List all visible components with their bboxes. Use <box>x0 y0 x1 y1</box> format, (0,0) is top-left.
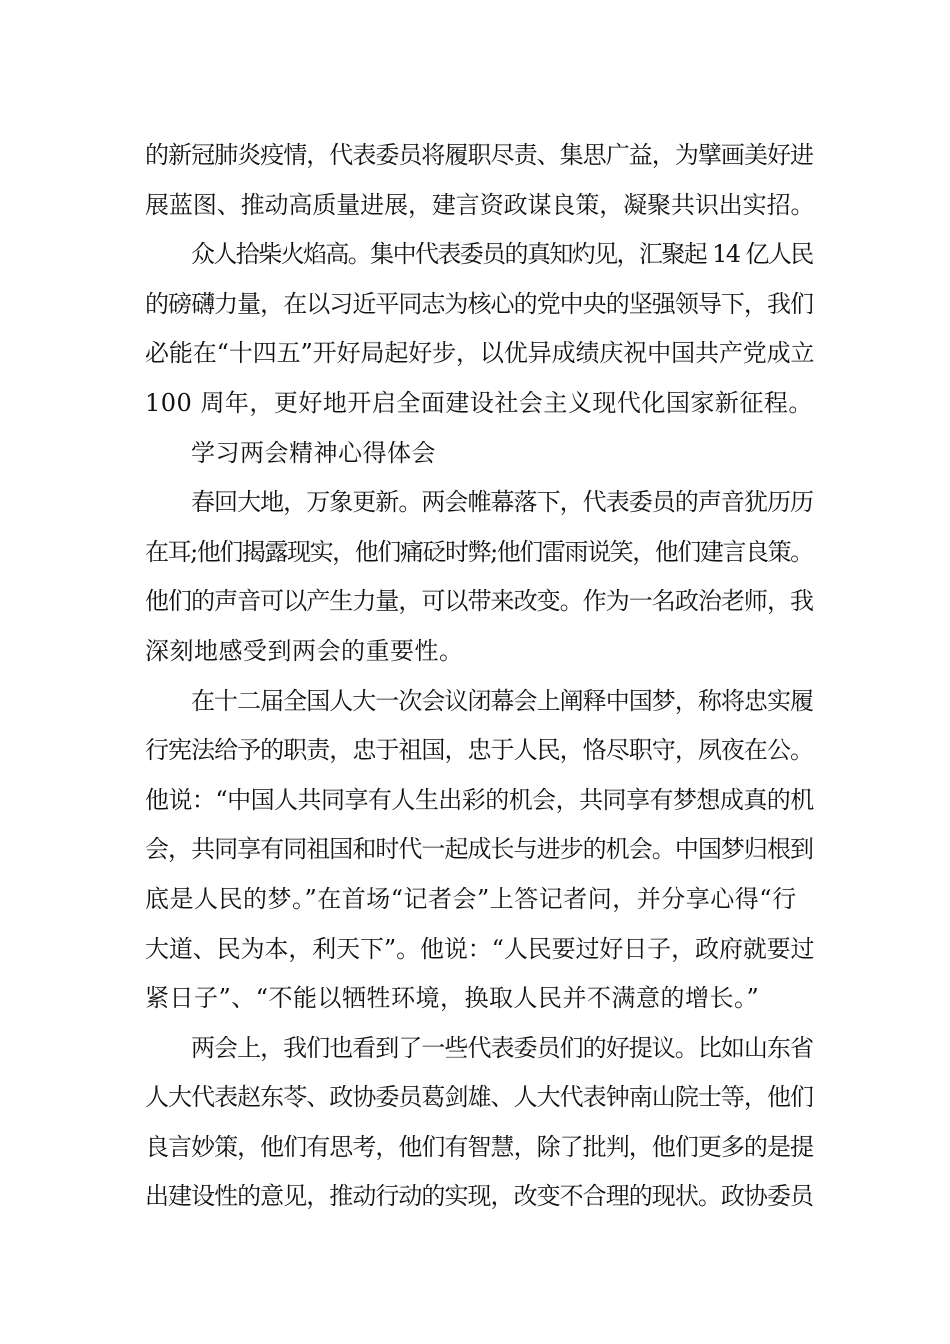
text-line: 会，共同享有同祖国和时代一起成长与进步的机会。中国梦归根到 <box>145 835 814 864</box>
text-line: 两会上，我们也看到了一些代表委员们的好提议。比如山东省 <box>191 1033 814 1062</box>
text-line: 他说：“中国人共同享有人生出彩的机会，共同享有梦想成真的机 <box>145 785 814 814</box>
text-line: 出建设性的意见，推动行动的实现，改变不合理的现状。政协委员 <box>145 1182 814 1211</box>
text-line: 春回大地，万象更新。两会帷幕落下，代表委员的声音犹历历 <box>191 488 814 517</box>
text-line: 紧日子”、“不能以牺牲环境，换取人民并不满意的增长。” <box>145 984 760 1013</box>
text-line: 人大代表赵东苓、政协委员葛剑雄、人大代表钟南山院士等，他们 <box>145 1083 814 1112</box>
text-line: 在耳;他们揭露现实，他们痛砭时弊;他们雷雨说笑，他们建言良策。 <box>145 537 813 566</box>
text-line: 底是人民的梦。”在首场“记者会”上答记者问，并分享心得“行 <box>145 884 797 913</box>
text-line: 行宪法给予的职责，忠于祖国，忠于人民，恪尽职守，夙夜在公。 <box>145 736 814 765</box>
text-line: 学习两会精神心得体会 <box>191 438 436 467</box>
text-line: 众人拾柴火焰高。集中代表委员的真知灼见，汇聚起 14 亿人民 <box>191 240 813 269</box>
text-line: 100 周年，更好地开启全面建设社会主义现代化国家新征程。 <box>145 388 813 417</box>
text-line: 良言妙策，他们有思考，他们有智慧，除了批判，他们更多的是提 <box>145 1132 814 1161</box>
text-line: 他们的声音可以产生力量，可以带来改变。作为一名政治老师，我 <box>145 587 814 616</box>
text-line: 大道、民为本，利天下”。他说：“人民要过好日子，政府就要过 <box>145 934 815 963</box>
text-line: 在十二届全国人大一次会议闭幕会上阐释中国梦，称将忠实履 <box>191 686 814 715</box>
text-line: 展蓝图、推动高质量进展，建言资政谋良策，凝聚共识出实招。 <box>145 190 815 219</box>
text-line: 的磅礴力量，在以习近平同志为核心的党中央的坚强领导下，我们 <box>145 289 814 318</box>
text-line: 深刻地感受到两会的重要性。 <box>145 636 464 665</box>
text-line: 必能在“十四五”开好局起好步，以优异成绩庆祝中国共产党成立 <box>145 339 815 368</box>
document-body <box>145 131 815 1222</box>
text-line: 的新冠肺炎疫情，代表委员将履职尽责、集思广益，为擘画美好进 <box>145 141 814 169</box>
